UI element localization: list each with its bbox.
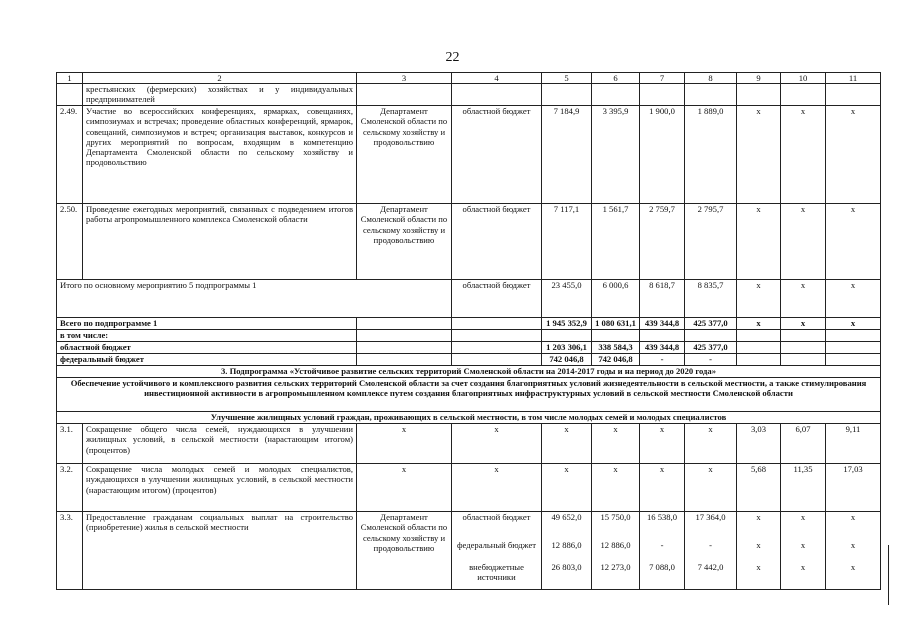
row-value: х xyxy=(452,424,542,464)
row-value: 3,03 xyxy=(737,424,781,464)
row-value: 1 945 352,9 xyxy=(542,318,592,330)
col-header: 4 xyxy=(452,73,542,84)
row-value: 11,35 xyxy=(781,464,826,512)
subtotal-row xyxy=(57,280,881,318)
row-value: 6,07 xyxy=(781,424,826,464)
row-value: - xyxy=(685,354,737,366)
row-value xyxy=(542,512,592,590)
value-line: х xyxy=(850,562,856,573)
col-header: 1 xyxy=(57,73,83,84)
row-text: Сокращение общего числа семей, нуждающихся в улучшении жилищных условий, в сельской местности (нарастающим итогом) (процентов) xyxy=(83,424,357,464)
row-value: х xyxy=(781,106,826,204)
section-title-row xyxy=(57,366,881,378)
row-value xyxy=(737,512,781,590)
value-line: 7 088,0 xyxy=(649,562,675,573)
col-header: 9 xyxy=(737,73,781,84)
row-value: 742 046,8 xyxy=(592,354,640,366)
table-row xyxy=(57,354,881,366)
row-value: х xyxy=(357,464,452,512)
value-line: х xyxy=(800,540,806,551)
row-text: Итого по основному мероприятию 5 подпрограммы 1 xyxy=(57,280,452,318)
value-line: х xyxy=(850,540,856,551)
value-line: 7 442,0 xyxy=(697,562,724,573)
table-row xyxy=(57,330,881,342)
row-value xyxy=(781,512,826,590)
row-text: Предоставление гражданам социальных выплат на строительство (приобретение) жилья в сельской местности xyxy=(83,512,357,590)
row-text: федеральный бюджет xyxy=(57,354,357,366)
section-goal-row xyxy=(57,378,881,412)
col-header: 6 xyxy=(592,73,640,84)
col-header: 3 xyxy=(357,73,452,84)
table-row xyxy=(57,424,881,464)
row-value: х xyxy=(542,464,592,512)
row-value: 2 759,7 xyxy=(640,204,685,280)
total-row xyxy=(57,318,881,330)
row-value: х xyxy=(685,424,737,464)
row-number: 2.49. xyxy=(57,106,83,204)
row-value: 5,68 xyxy=(737,464,781,512)
row-value: 1 203 306,1 xyxy=(542,342,592,354)
value-line: 26 803,0 xyxy=(551,562,582,573)
row-value: 1 889,0 xyxy=(685,106,737,204)
col-header: 11 xyxy=(826,73,881,84)
source-line: областной бюджет xyxy=(462,512,531,523)
row-value xyxy=(592,512,640,590)
row-value: х xyxy=(826,280,881,318)
table-row xyxy=(57,464,881,512)
value-line: 49 652,0 xyxy=(551,512,582,523)
section-task-row xyxy=(57,412,881,424)
row-value: х xyxy=(737,106,781,204)
value-line: х xyxy=(756,562,761,573)
row-source: областной бюджет xyxy=(452,204,542,280)
value-line: 12 273,0 xyxy=(600,562,631,573)
col-header: 5 xyxy=(542,73,592,84)
row-value: 338 584,3 xyxy=(592,342,640,354)
value-line: х xyxy=(850,512,856,523)
row-source xyxy=(452,512,542,590)
col-header: 7 xyxy=(640,73,685,84)
row-value: х xyxy=(685,464,737,512)
row-value: 8 618,7 xyxy=(640,280,685,318)
row-value: 17,03 xyxy=(826,464,881,512)
row-value: - xyxy=(640,354,685,366)
row-value: 23 455,0 xyxy=(542,280,592,318)
section-title: 3. Подпрограмма «Устойчивое развитие сельских территорий Смоленской области на 2014-2017 годы и на период до 2020 года» xyxy=(57,366,881,378)
row-executor: Департамент Смоленской области по сельскому хозяйству и продовольствию xyxy=(357,512,452,590)
row-value: х xyxy=(640,464,685,512)
row-value: х xyxy=(781,204,826,280)
row-source: областной бюджет xyxy=(452,106,542,204)
section-goal: Обеспечение устойчивого и комплексного развития сельских территорий Смоленской области за счет создания благоприятных условий жизнедеятельности в сельской местности, а также стимулирования инвестиционной активности в агропромышленном комплексе путем создания благоприятных инфраструктурных условий в сельской местности Смоленской области xyxy=(57,378,881,412)
col-header: 2 xyxy=(83,73,357,84)
row-source: областной бюджет xyxy=(452,280,542,318)
row-text: Участие во всероссийских конференциях, ярмарках, совещаниях, симпозиумах и встречах; проведение областных конференций, ярмарок, совещаний, симпозиумов и встреч; организация выставок, конкурсов и других мероприятий по вопросам, входящим в компетенцию Департамента Смоленской области по сельскому хозяйству и продовольствию xyxy=(83,106,357,204)
value-line: 12 886,0 xyxy=(600,540,631,551)
value-line: х xyxy=(756,540,761,551)
col-header: 8 xyxy=(685,73,737,84)
row-text: Проведение ежегодных мероприятий, связанных с подведением итогов работы агропромышленного комплекса Смоленской области xyxy=(83,204,357,280)
value-line: х xyxy=(800,512,806,523)
value-line: 12 886,0 xyxy=(551,540,582,551)
row-value: х xyxy=(781,280,826,318)
page-number: 22 xyxy=(445,50,460,65)
row-value: х xyxy=(826,106,881,204)
row-text: Всего по подпрограмме 1 xyxy=(57,318,357,330)
row-value xyxy=(826,512,881,590)
row-text: в том числе: xyxy=(57,330,357,342)
row-value: х xyxy=(737,204,781,280)
table-row xyxy=(57,84,881,106)
row-value: 7 117,1 xyxy=(542,204,592,280)
row-value xyxy=(685,512,737,590)
table-row xyxy=(57,106,881,204)
row-value: 425 377,0 xyxy=(685,318,737,330)
row-value: 3 395,9 xyxy=(592,106,640,204)
row-value: х xyxy=(781,318,826,330)
row-value: 9,11 xyxy=(826,424,881,464)
row-value: 425 377,0 xyxy=(685,342,737,354)
row-text: Сокращение числа молодых семей и молодых специалистов, нуждающихся в улучшении жилищных условий, в сельской местности (нарастающим итогом) (процентов) xyxy=(83,464,357,512)
value-line: - xyxy=(660,540,664,551)
row-number: 3.3. xyxy=(57,512,83,590)
table-row xyxy=(57,204,881,280)
row-value: 1 900,0 xyxy=(640,106,685,204)
value-line: 16 538,0 xyxy=(646,512,678,523)
row-value: х xyxy=(357,424,452,464)
section-task: Улучшение жилищных условий граждан, проживающих в сельской местности, в том числе молодых семей и молодых специалистов xyxy=(57,412,881,424)
source-line: федеральный бюджет xyxy=(456,540,537,551)
value-line: - xyxy=(709,540,712,551)
value-line: х xyxy=(800,562,806,573)
column-numbers-row xyxy=(57,73,881,84)
row-executor: Департамент Смоленской области по сельскому хозяйству и продовольствию xyxy=(357,106,452,204)
row-number: 2.50. xyxy=(57,204,83,280)
row-value: х xyxy=(542,424,592,464)
row-value: х xyxy=(640,424,685,464)
col-header: 10 xyxy=(781,73,826,84)
row-value: х xyxy=(737,280,781,318)
row-value: х xyxy=(737,318,781,330)
row-value: 6 000,6 xyxy=(592,280,640,318)
value-line: 15 750,0 xyxy=(600,512,631,523)
row-value: 439 344,8 xyxy=(640,318,685,330)
row-value: 2 795,7 xyxy=(685,204,737,280)
row-number: 3.1. xyxy=(57,424,83,464)
source-line: внебюджетные источники xyxy=(469,562,524,583)
row-value: 8 835,7 xyxy=(685,280,737,318)
row-text: областной бюджет xyxy=(57,342,357,354)
table-row xyxy=(57,342,881,354)
table-row xyxy=(57,512,881,590)
value-line: х xyxy=(756,512,761,523)
row-number: 3.2. xyxy=(57,464,83,512)
row-value: 439 344,8 xyxy=(640,342,685,354)
row-text: крестьянских (фермерских) хозяйствах и у индивидуальных предпринимателей xyxy=(83,84,357,106)
row-value xyxy=(640,512,685,590)
row-value: 1 080 631,1 xyxy=(592,318,640,330)
row-executor: Департамент Смоленской области по сельскому хозяйству и продовольствию xyxy=(357,204,452,280)
program-table xyxy=(56,72,881,590)
row-value: х xyxy=(592,424,640,464)
scan-edge-line xyxy=(888,545,889,605)
row-value: х xyxy=(826,318,881,330)
row-value: х xyxy=(592,464,640,512)
row-value: 1 561,7 xyxy=(592,204,640,280)
row-value: х xyxy=(452,464,542,512)
row-value: х xyxy=(826,204,881,280)
row-value: 7 184,9 xyxy=(542,106,592,204)
value-line: 17 364,0 xyxy=(695,512,726,523)
row-value: 742 046,8 xyxy=(542,354,592,366)
